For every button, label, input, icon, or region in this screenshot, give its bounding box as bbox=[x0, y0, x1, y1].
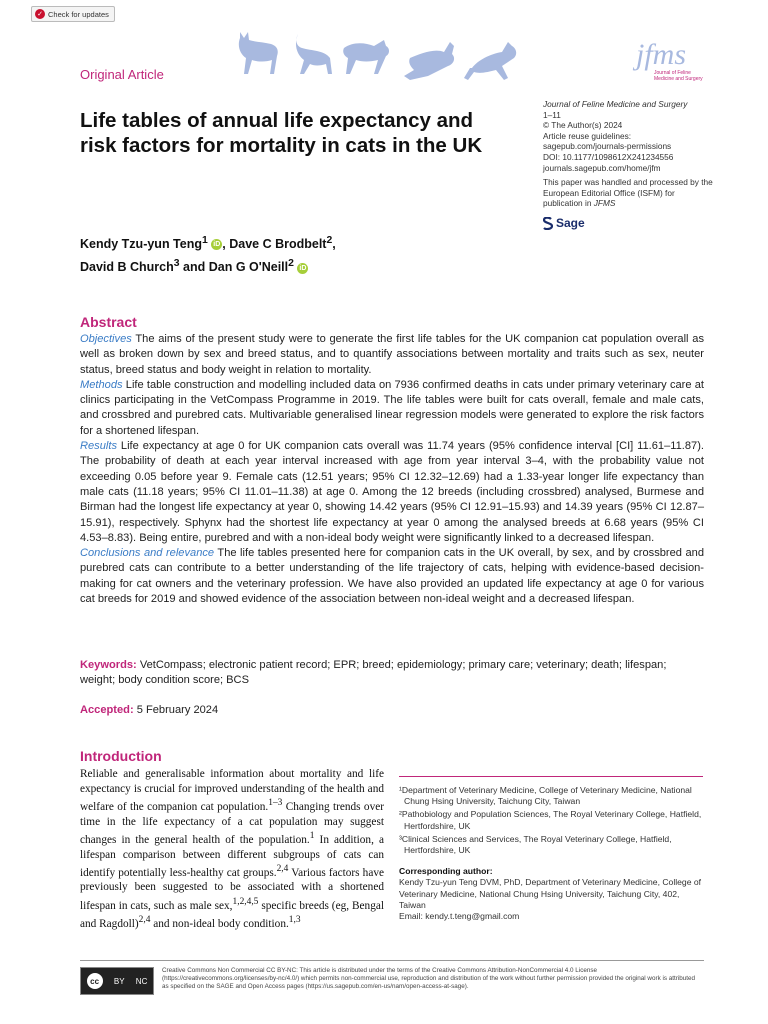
results-label: Results bbox=[80, 440, 117, 453]
cc-icon[interactable] bbox=[80, 967, 154, 995]
abstract-body bbox=[80, 332, 704, 607]
reuse-guidelines: Article reuse guidelines: bbox=[543, 130, 632, 141]
abstract-results bbox=[80, 439, 704, 546]
citation[interactable]: 1,3 bbox=[288, 915, 301, 926]
intro-sentence: Various factors have previously been suggested to be associated with a shortened lifespan in cats, such as male sex, bbox=[80, 866, 385, 912]
cc-badge-icon: cc bbox=[87, 973, 103, 989]
author-4[interactable]: and Dan G O'Neill bbox=[179, 260, 289, 275]
abstract-conclusions bbox=[80, 546, 704, 607]
affiliation-3: ³Clinical Sciences and Services, The Royal Veterinary College, Hatfield, Hertfordshire, UK bbox=[399, 833, 672, 856]
article-title: Life tables of annual life expectancy and risk factors for mortality in cats in the UK bbox=[80, 109, 483, 157]
citation[interactable]: 2,4 bbox=[276, 864, 289, 875]
sage-logo-icon bbox=[543, 217, 553, 230]
intro-sentence: Reliable and generalisable information about mortality and life expectancy is crucial for improved understanding of the health and welfare of the companion cat population. bbox=[80, 768, 384, 813]
cat-silhouette-5 bbox=[464, 42, 516, 80]
author-2-affil: 2 bbox=[326, 235, 333, 246]
logo-subtitle: Journal of Feline Medicine and Surgery bbox=[654, 70, 703, 82]
corresponding-author-heading: Corresponding author: bbox=[399, 866, 493, 877]
author-list bbox=[80, 231, 420, 277]
journal-name: Journal of Feline Medicine and Surgery bbox=[543, 99, 688, 109]
author-separator: , bbox=[332, 237, 336, 252]
author-2[interactable]: , Dave C Brodbelt bbox=[222, 237, 327, 252]
intro-sentence: In addition, a lifespan comparison between different subgroups of cats can identify potentially less-healthy cat groups. bbox=[80, 833, 384, 879]
cc-nc: NC bbox=[135, 976, 148, 986]
check-updates-label: Check for updates bbox=[48, 9, 109, 19]
accepted-value: 5 February 2024 bbox=[136, 704, 219, 716]
journal-info bbox=[543, 99, 713, 230]
corresponding-email[interactable]: Email: kendy.t.teng@gmail.com bbox=[399, 911, 520, 922]
cat-silhouette-1 bbox=[239, 32, 278, 74]
objectives-label: Objectives bbox=[80, 333, 132, 345]
keywords bbox=[80, 658, 704, 689]
accepted-label: Accepted: bbox=[80, 704, 134, 716]
objectives-text: The aims of the present study were to generate the first life tables for the UK companion cat population overall as well as broken down by sex and breed status, and to quantify associations between mortality and traits such as sex, neuter status, breed status and body weight in relation to mortality. bbox=[80, 333, 704, 376]
license-footer bbox=[80, 960, 704, 995]
handled-text: This paper was handled and processed by the European Editorial Office (ISFM) for publication in bbox=[543, 177, 713, 209]
author-1[interactable]: Kendy Tzu-yun Teng bbox=[80, 237, 202, 252]
reuse-link[interactable]: sagepub.com/journals-permissions bbox=[543, 141, 672, 152]
citation[interactable]: 2,4 bbox=[138, 915, 151, 926]
introduction-text bbox=[80, 767, 384, 932]
keywords-text: VetCompass; electronic patient record; EPR; breed; epidemiology; primary care; veterinary; death; lifespan; weight; body condition score; BCS bbox=[80, 659, 667, 687]
orcid-icon[interactable]: iD bbox=[299, 264, 307, 272]
pages: 1–11 bbox=[543, 109, 561, 120]
methods-text: Life table construction and modelling included data on 7936 confirmed deaths in cats under primary veterinary care at clinics participating in the VetCompass Programme in 2019. The life tables were built for cats overall, female and male cats, and crossbred and purebred cats. Multivariable generalised linear regression models were generated to explore the risk factors for a shortened lifespan. bbox=[80, 378, 704, 437]
author-1-affil: 1 bbox=[202, 235, 208, 246]
affiliation-2: ²Pathobiology and Population Sciences, The Royal Veterinary College, Hatfield, Hertfordshire, UK bbox=[399, 809, 702, 831]
article-type: Original Article bbox=[80, 67, 164, 82]
citation[interactable]: 1 bbox=[309, 831, 315, 842]
license-text: Creative Commons Non Commercial CC BY-NC: This article is distributed under the terms of the Creative Commons Attribution-NonCommercial 4.0 License (https://creativecommons.org/licenses/by-nc/4.0/) which permits non-commercial use, reproduction and distribution of the work without further permission provided the original work is attributed as specified on the SAGE and Open Access pages (https://us.sagepub.com/en-us/nam/open-access-at-sage). bbox=[162, 967, 696, 990]
cat-silhouette-2 bbox=[296, 34, 332, 74]
author-3[interactable]: David B Church bbox=[80, 260, 174, 275]
abstract-methods bbox=[80, 378, 704, 439]
intro-sentence: Changing trends over time in the life expectancy of a cat population may suggest changes in the general health of the population. bbox=[80, 800, 384, 846]
check-updates-icon: ✓ bbox=[35, 9, 45, 19]
logo-text: jfms bbox=[636, 38, 687, 71]
citation[interactable]: 1–3 bbox=[268, 798, 283, 809]
conclusions-text: The life tables presented here for companion cats in the UK overall, by sex, and by crossbred and purebred cats can contribute to a better understanding of the life trajectory of cats, helping with evidence-based decision-making for cat owners and the veterinary profession. We have also provided an updated life expectancy at age 0 for various cat breeds for 2019 and showed evidence of the association between non-ideal weight and a decreased lifespan. bbox=[80, 547, 704, 606]
journal-home-link[interactable]: journals.sagepub.com/home/jfm bbox=[543, 162, 661, 173]
author-4-affil: 2 bbox=[288, 258, 294, 270]
cat-silhouette-3 bbox=[343, 40, 389, 74]
cc-by: BY bbox=[113, 976, 125, 986]
check-for-updates-button[interactable] bbox=[31, 6, 115, 22]
orcid-icon[interactable]: iD bbox=[213, 241, 221, 249]
copyright: © The Author(s) 2024 bbox=[543, 120, 623, 131]
author-3-affil: 3 bbox=[173, 258, 180, 270]
citation[interactable]: 1,2,4,5 bbox=[232, 897, 259, 908]
intro-sentence: specific breeds (eg, Bengal and Ragdoll) bbox=[80, 899, 384, 931]
sage-logo bbox=[543, 217, 713, 230]
handled-note bbox=[543, 177, 713, 209]
cat-silhouettes bbox=[232, 28, 532, 86]
corresponding-author-text: Kendy Tzu-yun Teng DVM, PhD, Department of Veterinary Medicine, College of Veterinary Medicine, National Chung Hsing University, Taichung City, 402, Taiwan bbox=[399, 877, 702, 910]
keywords-label: Keywords: bbox=[80, 659, 137, 671]
introduction-heading: Introduction bbox=[80, 748, 162, 764]
conclusions-label: Conclusions and relevance bbox=[80, 547, 215, 560]
affiliation-1: ¹Department of Veterinary Medicine, College of Veterinary Medicine, National Chung Hsing University, Taichung City, Taiwan bbox=[399, 785, 692, 807]
journal-logo bbox=[636, 40, 706, 84]
intro-sentence: and non-ideal body condition. bbox=[150, 918, 289, 931]
handled-journal: JFMS bbox=[593, 198, 616, 209]
abstract-objectives bbox=[80, 332, 704, 378]
publisher-name: Sage bbox=[556, 216, 585, 231]
results-text: Life expectancy at age 0 for UK companion cats overall was 11.74 years (95% confidence interval [CI] 11.61–11.87). The probability of death at each year interval increased with age from year interval 3–4, with the probability value not exceeding 0.05 before year 9. Female cats (12.51 years; 95% CI 12.32–12.69) had a 1.33-year longer life expectancy than male cats (11.18 years; 95% CI 11.01–11.38) at age 0. Among the 12 breeds (including crossbred) analysed, Burmese and Birman had the longest life expectancy at year 0, showing 14.42 years (95% CI 12.91–15.93) and 14.39 years (95% CI 12.87–15.91), respectively. Sphynx had the shortest life expectancy at year 0 among the analysed breeds at 6.68 years (95% CI 4.53–8.83). Being entire, purebred and with a non-ideal body weight were significantly linked to a decreased lifespan. bbox=[80, 440, 704, 544]
doi[interactable]: DOI: 10.1177/1098612X241234556 bbox=[543, 151, 674, 162]
affiliations bbox=[399, 776, 703, 922]
methods-label: Methods bbox=[80, 378, 123, 391]
accepted-date bbox=[80, 704, 218, 716]
abstract-heading: Abstract bbox=[80, 314, 137, 330]
cat-silhouette-4 bbox=[404, 42, 454, 80]
